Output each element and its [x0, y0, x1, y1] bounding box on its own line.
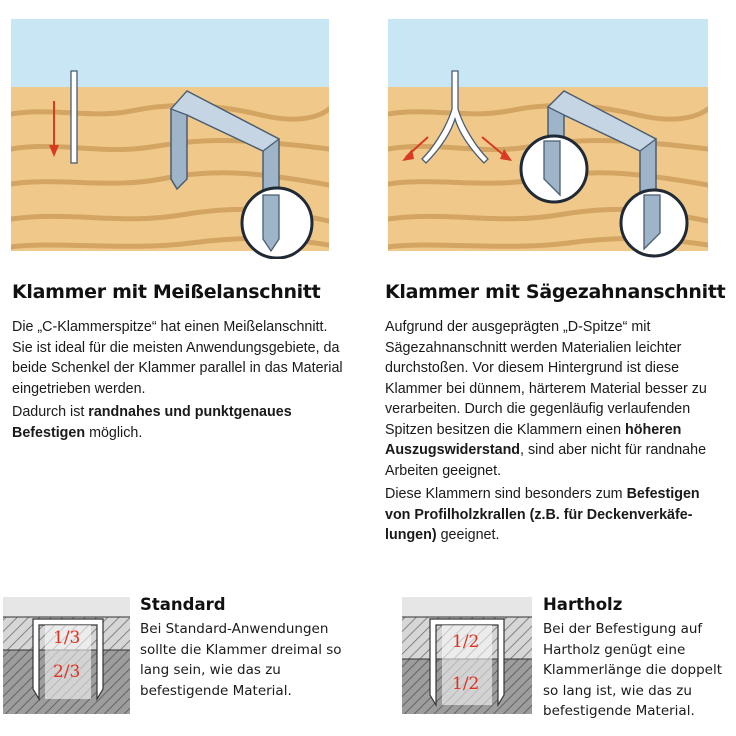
right-paragraph-1: Aufgrund der ausgeprägten „D-Spitze“ mit Sägezahnanschnitt werden Materialien leichter durchstoßen. Vor diesem Hintergrund ist diese Klammer bei dünnem, härterem Material besser zu verarbeiten. Durch die gegenläufig verlaufenden Spitzen besitzen die Klammern einen höheren Auszugswiderstand, sind aber nicht für randnahe Arbeiten geeignet.: [385, 319, 707, 479]
standard-title: Standard: [140, 595, 226, 614]
hartholz-title: Hartholz: [543, 595, 623, 614]
right-body: [385, 317, 725, 549]
chisel-cut-illustration: [11, 19, 329, 259]
right-paragraph-2: Diese Klammern sind besonders zum Befestigen von Profilholzkrallen (z.B. für Deckenverkäfelungen) geeignet.: [385, 486, 700, 543]
left-body: [12, 317, 348, 446]
hartholz-text: Bei der Befestigung auf Hartholz genügt eine Klammerlänge die doppelt so lang ist, wie das zu befestigende Material.: [543, 621, 723, 719]
right-title: Klammer mit Sägezahnanschnitt: [385, 281, 726, 303]
hartholz-fraction-top: 1/2: [452, 632, 480, 652]
standard-text: Bei Standard-Anwendungen sollte die Klammer dreimal so lang sein, wie das zu befestigende Material.: [140, 621, 342, 699]
left-paragraph-2: Dadurch ist randnahes und punktgenaues Befestigen möglich.: [12, 404, 292, 441]
left-paragraph-1: Die „C-Klammerspitze“ hat einen Meißelanschnitt. Sie ist ideal für die meisten Anwendungsgebiete, da beide Schenkel der Klammer parallel in das Material eingetrieben werden.: [12, 319, 343, 397]
standard-fraction-bottom: 2/3: [53, 662, 81, 682]
left-title: Klammer mit Meißelanschnitt: [12, 281, 321, 303]
hardwood-depth-diagram: [402, 597, 532, 714]
hartholz-fraction-bottom: 1/2: [452, 674, 480, 694]
standard-fraction-top: 1/3: [53, 628, 81, 648]
saw-tooth-cut-illustration: [388, 19, 708, 259]
standard-depth-diagram: [3, 597, 130, 714]
